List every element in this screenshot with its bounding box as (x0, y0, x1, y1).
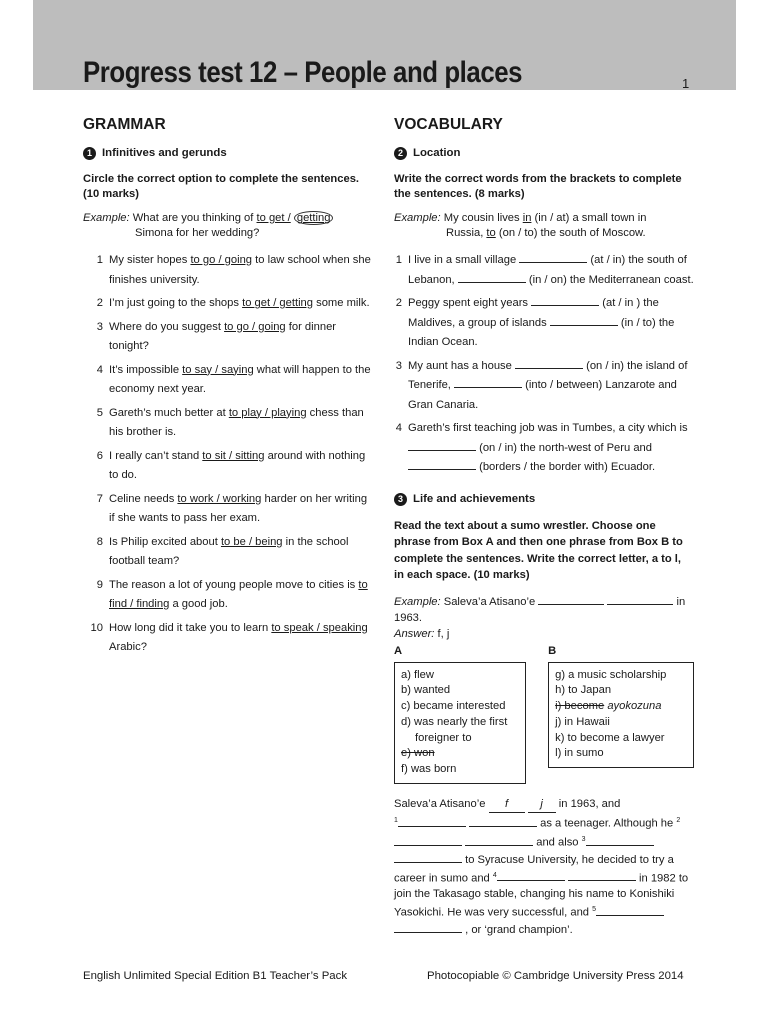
exercise-3-instruction: Read the text about a sumo wrestler. Choose one phrase from Box A and then one phrase from Box B to complete the sentences. Write the correct letter, a to l, in each space. (10 marks) (394, 519, 683, 581)
option-choice[interactable]: to go / going (224, 320, 286, 333)
answer-blank[interactable] (408, 439, 476, 451)
list-item: 2 Peggy spent eight years (at / in ) the Maldives, a group of islands (in / to) the Indian Ocean. (394, 294, 694, 353)
phrase-boxes (394, 644, 694, 785)
answer-blank[interactable] (519, 251, 587, 263)
answer-blank[interactable] (394, 921, 462, 933)
option-choice[interactable]: to go / going (190, 254, 253, 266)
exercise-1-title: Infinitives and gerunds (102, 147, 227, 159)
list-item: 3 My aunt has a house (on / in) the island of Tenerife, (into / between) Lanzarote and Gran Canaria. (394, 357, 694, 416)
page-title: Progress test 12 – People and places (83, 56, 523, 89)
exercise-2-example: Example: My cousin lives in (in / at) a small town in Russia, to (on / to) the south of Moscow. (394, 212, 647, 239)
exercise-number-badge: 1 (83, 147, 96, 160)
crossed-out-phrase: e) won (401, 747, 435, 760)
option-choice[interactable]: to sit / sitting (202, 449, 265, 462)
option-choice[interactable]: to be / being (220, 535, 283, 548)
grammar-column (83, 117, 373, 662)
list-item: 5 Gareth’s much better at to play / playing chess than his brother is. (96, 406, 364, 438)
exercise-1-example: Example: What are you thinking of to get / getting Simona for her wedding? (83, 211, 373, 241)
exercise-3-title: Life and achievements (413, 492, 536, 505)
answer-blank[interactable] (515, 357, 583, 369)
exercise-3-heading (394, 492, 694, 507)
answer-blank[interactable] (454, 376, 522, 388)
option-choice[interactable]: to play / playing (228, 406, 307, 419)
answer-blank[interactable] (458, 271, 526, 283)
box-b: B g) a music scholarship h) to Japan i) become ayokozuna j) in Hawaii k) to become a lawyer l) in sumo (548, 644, 694, 785)
list-item: 9 The reason a lot of young people move to cities is to find / finding a good job. (96, 578, 368, 610)
exercise-2-title: Location (413, 147, 461, 159)
option-choice[interactable]: to speak / speaking (271, 621, 368, 634)
option-choice[interactable]: to find / finding (109, 578, 368, 610)
footer-left: English Unlimited Special Edition B1 Teacher’s Pack (83, 970, 348, 982)
list-item: 4 Gareth’s first teaching job was in Tumbes, a city which is (on / in) the north-west of Peru and (borders / the border with) Ecuador. (395, 422, 688, 473)
option-choice[interactable]: to get / getting (242, 297, 313, 309)
vocabulary-section-title: VOCABULARY (394, 116, 503, 133)
exercise-1-heading (83, 146, 373, 161)
list-item: 4 It’s impossible to say / saying what will happen to the economy next year. (96, 363, 371, 395)
answer-blank (607, 593, 673, 605)
answer-blank[interactable] (465, 834, 533, 846)
exercise-1-instruction: Circle the correct option to complete the sentences. (10 marks) (83, 173, 360, 200)
list-item: 1 My sister hopes to go / going to law school when she finishes university. (96, 254, 371, 286)
vocabulary-items (394, 251, 694, 478)
answer-blank[interactable] (596, 904, 664, 916)
list-item: 3 Where do you suggest to go / going for dinner tonight? (96, 320, 337, 352)
grammar-items (83, 251, 373, 658)
grammar-section-title: GRAMMAR (83, 116, 166, 133)
page-number: 1 (682, 76, 690, 91)
list-item: 1 I live in a small village (at / in) the south of Lebanon, (in / on) the Mediterranean coast. (394, 251, 694, 290)
answer-blank[interactable] (394, 834, 462, 846)
vocabulary-column (394, 117, 694, 938)
footer-right: Photocopiable © Cambridge University Press 2014 (427, 970, 684, 982)
exercise-2-heading (394, 146, 694, 161)
answer-blank[interactable] (550, 314, 618, 326)
sumo-text: Saleva’a Atisano’e f j in 1963, and $^1$ as a teenager. Although he $^2$ and also $^3$ to Syracuse University, he decided to try a career in sumo and $^4$ in 1982 to join the Takasago stable, changing his name to Konishiki Yasokichi. He was very successful, and $^5$ , or ‘grand champion’. (394, 798, 689, 937)
answer-blank[interactable] (497, 869, 565, 881)
box-a: A a) flew b) wanted c) became interested d) was nearly the first foreigner to e) won f) was born (394, 644, 526, 785)
crossed-out-phrase: i) become ayokozuna (555, 700, 662, 713)
list-item: 10 How long did it take you to learn to speak / speaking Arabic? (90, 621, 368, 653)
answer-blank[interactable] (394, 851, 462, 863)
answer-blank (538, 593, 604, 605)
exercise-3-example: Example: Saleva’a Atisano’e in 1963. Answer: f, j (394, 593, 694, 642)
answer-blank[interactable] (398, 815, 466, 827)
list-item: 2 I’m just going to the shops to get / getting some milk. (96, 297, 370, 309)
option-choice[interactable]: to say / saying (182, 363, 254, 376)
filled-answer: j (528, 796, 556, 813)
answer-blank[interactable] (408, 458, 476, 470)
answer-blank[interactable] (568, 869, 636, 881)
list-item: 8 Is Philip excited about to be / being in the school football team? (96, 535, 349, 567)
answer-blank[interactable] (586, 834, 654, 846)
list-item: 7 Celine needs to work / working harder on her writing if she wants to pass her exam. (96, 492, 368, 524)
list-item: 6 I really can’t stand to sit / sitting around with nothing to do. (96, 449, 366, 481)
answer-blank[interactable] (469, 815, 537, 827)
exercise-number-badge: 3 (394, 493, 407, 506)
circled-answer: getting (294, 211, 334, 225)
option-choice[interactable]: to work / working (177, 492, 262, 505)
answer-blank[interactable] (531, 294, 599, 306)
exercise-number-badge: 2 (394, 147, 407, 160)
exercise-2-instruction: Write the correct words from the brackets to complete the sentences. (8 marks) (394, 173, 682, 200)
filled-answer: f (489, 796, 525, 813)
